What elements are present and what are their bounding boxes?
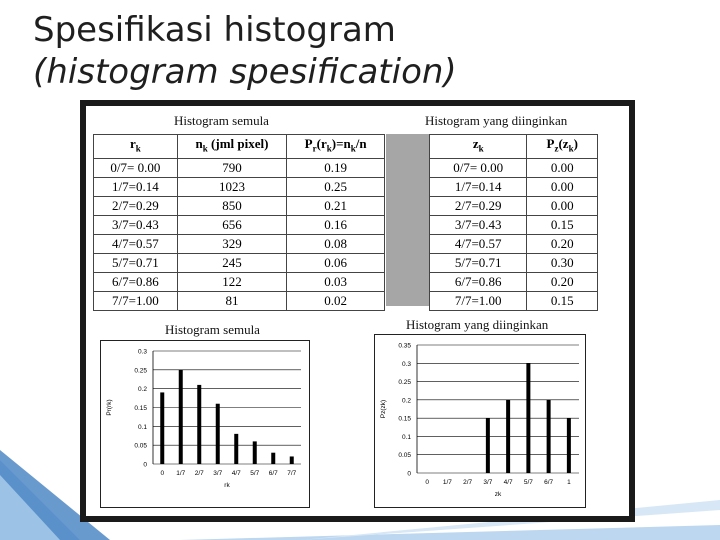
table-cell: 0.03 — [287, 272, 385, 291]
table-cell: 1/7=0.14 — [94, 177, 178, 196]
x-tick-label: 7/7 — [287, 470, 297, 477]
x-tick-label: 4/7 — [231, 470, 241, 477]
table-row — [430, 272, 598, 291]
x-tick-label: 3/7 — [213, 470, 223, 477]
left-chart-box — [100, 340, 310, 508]
bar — [506, 400, 510, 473]
table-cell: 122 — [177, 272, 286, 291]
y-tick-label: 0 — [143, 461, 147, 469]
bar — [216, 404, 220, 464]
y-tick-label: 0.3 — [137, 348, 147, 356]
table-row — [430, 291, 598, 310]
table-cell: 0.02 — [287, 291, 385, 310]
table-cell: 0.00 — [527, 158, 598, 177]
left-table-caption: Histogram semula — [174, 113, 269, 128]
table-cell: 0.20 — [527, 272, 598, 291]
table-row — [94, 215, 385, 234]
y-tick-label: 0.15 — [398, 415, 411, 423]
table-row — [94, 196, 385, 215]
table-row — [94, 253, 385, 272]
y-tick-label: 0.1 — [137, 423, 147, 431]
x-tick-label: 3/7 — [483, 479, 493, 486]
table-row — [94, 291, 385, 310]
x-tick-label: 5/7 — [250, 470, 260, 477]
table-cell: 0.20 — [527, 234, 598, 253]
table-cell: 0.00 — [527, 196, 598, 215]
table-cell: 0.30 — [527, 253, 598, 272]
x-tick-label: 2/7 — [194, 470, 204, 477]
table-cell: 5/7=0.71 — [94, 253, 178, 272]
y-tick-label: 0 — [407, 470, 411, 478]
table-row — [430, 253, 598, 272]
x-tick-label: 0 — [425, 479, 429, 486]
table-cell: 6/7=0.86 — [94, 272, 178, 291]
table-cell: 1023 — [177, 177, 286, 196]
right-histogram-table — [429, 134, 598, 311]
y-axis-label: Pr(rk) — [106, 399, 113, 416]
table-row — [430, 196, 598, 215]
y-tick-label: 0.15 — [134, 405, 147, 412]
x-axis-label: rk — [224, 482, 230, 489]
table-cell: 6/7=0.86 — [430, 272, 527, 291]
table-cell: 1/7=0.14 — [430, 177, 527, 196]
bar — [290, 456, 294, 464]
table-cell: 0.21 — [287, 196, 385, 215]
bar — [179, 370, 183, 464]
table-cell: 7/7=1.00 — [94, 291, 178, 310]
table-cell: 0.06 — [287, 253, 385, 272]
bar — [160, 392, 164, 464]
table-cell: 0.19 — [287, 158, 385, 177]
slide-subtitle: (histogram spesification) — [33, 52, 457, 92]
right-histogram-chart — [375, 335, 585, 507]
table-cell: 4/7=0.57 — [94, 234, 178, 253]
table-cell: 0.16 — [287, 215, 385, 234]
table-row — [94, 177, 385, 196]
left-chart-caption: Histogram semula — [165, 322, 260, 337]
gray-separator — [386, 134, 429, 306]
y-tick-label: 0.05 — [398, 452, 411, 460]
table-cell: 0.08 — [287, 234, 385, 253]
header-pr: $P_r(r_k)=n_k/n$ — [287, 135, 385, 159]
left-histogram-chart — [101, 341, 309, 507]
table-row — [430, 177, 598, 196]
y-tick-label: 0.05 — [134, 442, 147, 450]
table-cell: 0.00 — [527, 177, 598, 196]
y-tick-label: 0.2 — [137, 386, 147, 394]
bar — [271, 453, 275, 464]
table-row — [94, 234, 385, 253]
table-cell: 656 — [177, 215, 286, 234]
table-row — [430, 234, 598, 253]
table-cell: 3/7=0.43 — [430, 215, 527, 234]
y-tick-label: 0.25 — [134, 367, 147, 375]
header-nk: $n_k$ (jml pixel) — [177, 135, 286, 159]
table-row — [430, 158, 598, 177]
x-tick-label: 6/7 — [268, 470, 278, 477]
slide-title: Spesifikasi histogram — [33, 10, 396, 50]
table-row — [430, 215, 598, 234]
table-cell: 0.15 — [527, 291, 598, 310]
table-cell: 0.25 — [287, 177, 385, 196]
bar — [234, 434, 238, 464]
x-axis-label: zk — [494, 491, 502, 498]
bar — [526, 363, 530, 473]
table-cell: 5/7=0.71 — [430, 253, 527, 272]
bar — [197, 385, 201, 464]
bar — [253, 441, 257, 464]
table-cell: 2/7=0.29 — [430, 196, 527, 215]
y-tick-label: 0.3 — [401, 360, 411, 368]
table-cell: 0.15 — [527, 215, 598, 234]
table-cell: 850 — [177, 196, 286, 215]
x-tick-label: 1 — [567, 479, 571, 486]
right-chart-caption: Histogram yang diinginkan — [406, 317, 549, 332]
table-cell: 4/7=0.57 — [430, 234, 527, 253]
right-table-caption: Histogram yang diinginkan — [425, 113, 568, 128]
x-tick-label: 0 — [160, 470, 165, 477]
x-tick-label: 4/7 — [503, 479, 513, 486]
table-cell: 2/7=0.29 — [94, 196, 178, 215]
table-row — [94, 158, 385, 177]
x-tick-label: 6/7 — [544, 479, 554, 486]
y-tick-label: 0.2 — [401, 397, 411, 405]
bar — [486, 418, 490, 473]
left-histogram-table — [93, 134, 385, 311]
header-rk: $r_k$ — [94, 135, 178, 159]
y-tick-label: 0.35 — [398, 342, 411, 350]
table-cell: 0/7= 0.00 — [430, 158, 527, 177]
header-pz: $P_z(z_k)$ — [527, 135, 598, 159]
x-tick-label: 1/7 — [176, 470, 186, 477]
table-cell: 0/7= 0.00 — [94, 158, 178, 177]
table-cell: 245 — [177, 253, 286, 272]
table-cell: 81 — [177, 291, 286, 310]
x-tick-label: 2/7 — [463, 479, 473, 486]
x-tick-label: 1/7 — [442, 479, 452, 486]
table-row — [94, 272, 385, 291]
x-tick-label: 5/7 — [523, 479, 533, 486]
y-tick-label: 0.1 — [401, 433, 411, 441]
y-tick-label: 0.25 — [398, 379, 411, 387]
table-cell: 7/7=1.00 — [430, 291, 527, 310]
table-cell: 329 — [177, 234, 286, 253]
y-axis-label: Pz(zk) — [380, 399, 387, 419]
table-cell: 3/7=0.43 — [94, 215, 178, 234]
bar — [567, 418, 571, 473]
header-zk: $z_k$ — [430, 135, 527, 159]
right-chart-box — [374, 334, 586, 508]
bar — [547, 400, 551, 473]
table-cell: 790 — [177, 158, 286, 177]
